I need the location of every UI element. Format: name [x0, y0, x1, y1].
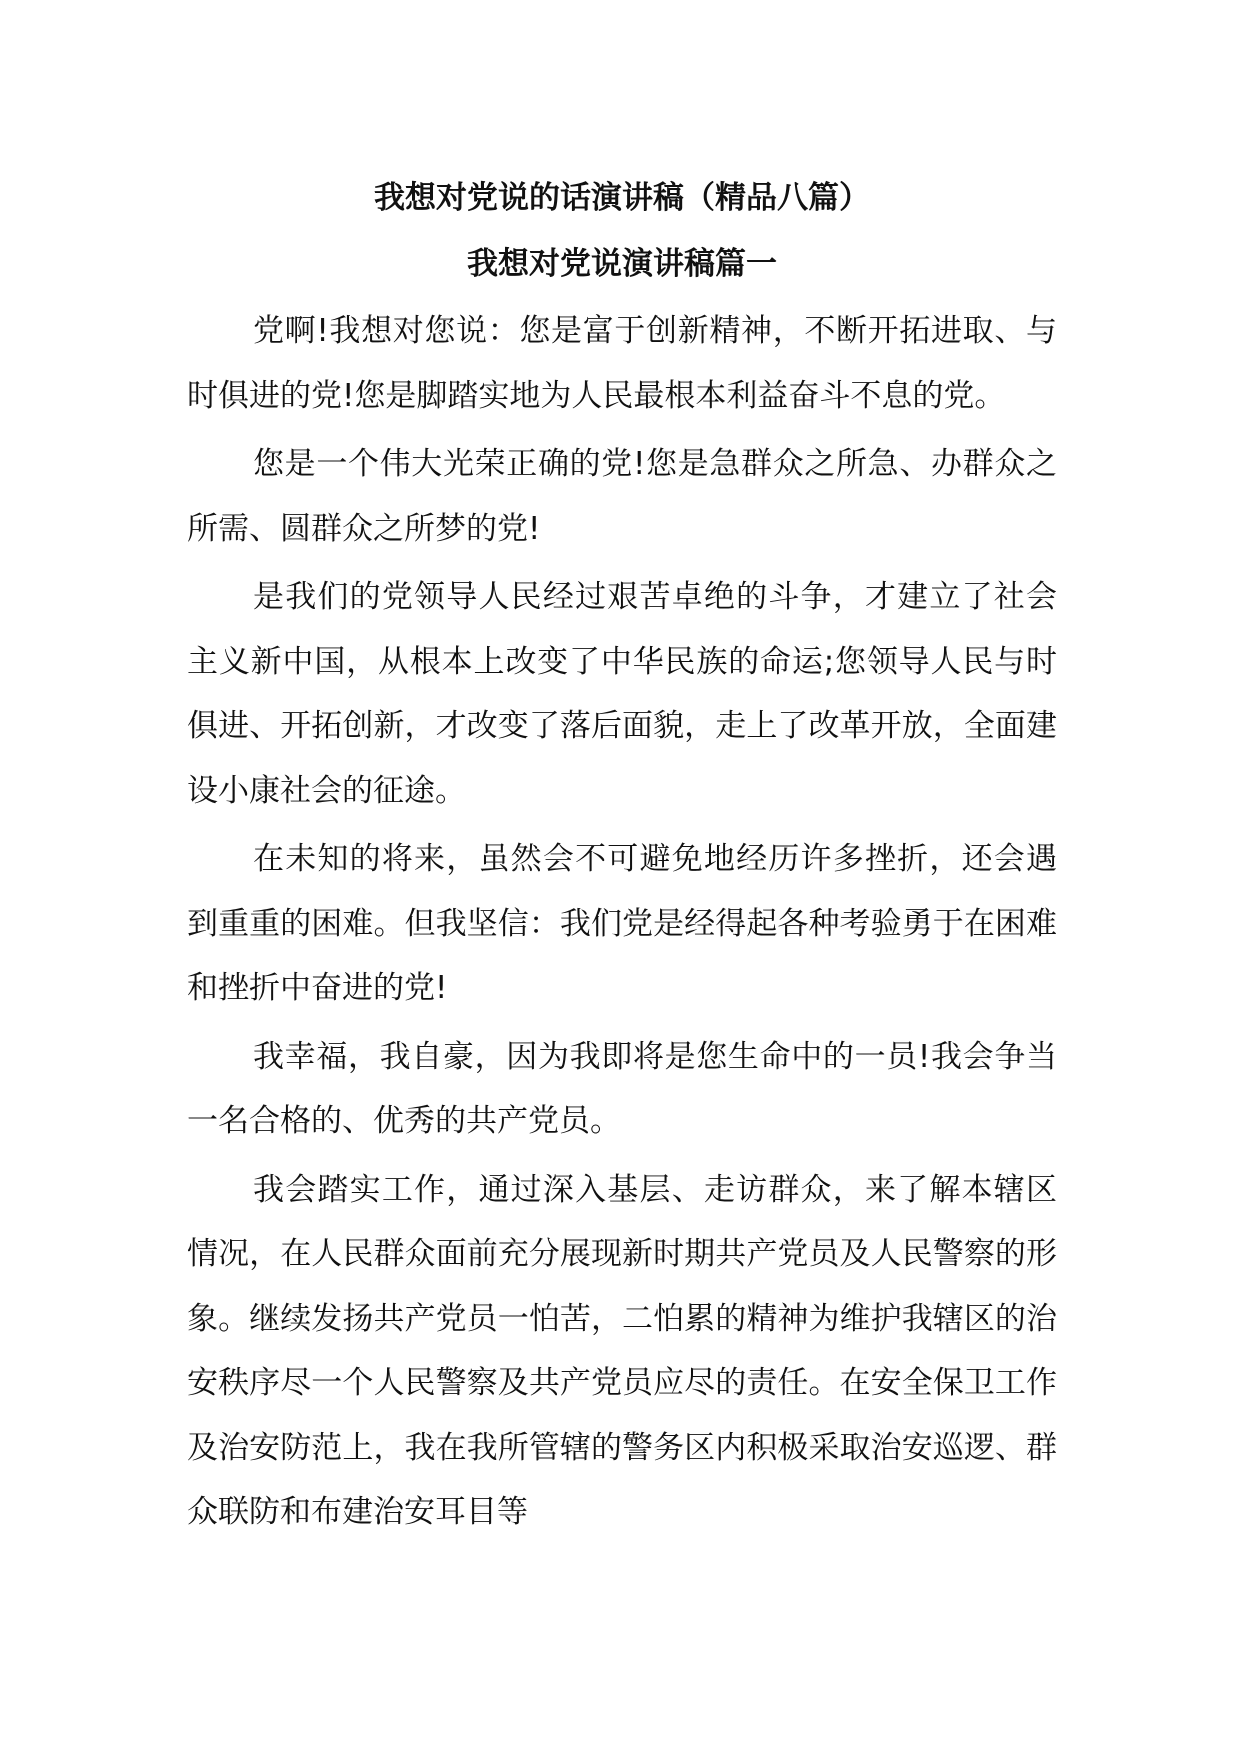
- paragraph-6: 我会踏实工作，通过深入基层、走访群众，来了解本辖区情况，在人民群众面前充分展现新时期共产党员及人民警察的形象。继续发扬共产党员一怕苦，二怕累的精神为维护我辖区的治安秩序尽一个人民警察及共产党员应尽的责任。在安全保卫工作及治安防范上，我在我所管辖的警务区内积极采取治安巡逻、群众联防和布建治安耳目等: [187, 1171, 1057, 1530]
- paragraph-2: 您是一个伟大光荣正确的党!您是急群众之所急、办群众之所需、圆群众之所梦的党!: [187, 446, 1057, 547]
- paragraph-1: 党啊!我想对您说：您是富于创新精神，不断开拓进取、与时俱进的党!您是脚踏实地为人民最根本利益奋斗不息的党。: [187, 313, 1057, 414]
- document-body: [187, 165, 1057, 1549]
- paragraph-4: 在未知的将来，虽然会不可避免地经历许多挫折，还会遇到重重的困难。但我坚信：我们党是经得起各种考验勇于在困难和挫折中奋进的党!: [187, 841, 1057, 1006]
- document-title: 我想对党说的话演讲稿（精品八篇）: [374, 180, 870, 216]
- section-heading: 我想对党说演讲稿篇一: [467, 246, 777, 282]
- paragraph-5: 我幸福，我自豪，因为我即将是您生命中的一员!我会争当一名合格的、优秀的共产党员。: [187, 1038, 1057, 1139]
- paragraph-3: 是我们的党领导人民经过艰苦卓绝的斗争，才建立了社会主义新中国，从根本上改变了中华民族的命运;您领导人民与时俱进、开拓创新，才改变了落后面貌，走上了改革开放，全面建设小康社会的征途。: [187, 579, 1057, 809]
